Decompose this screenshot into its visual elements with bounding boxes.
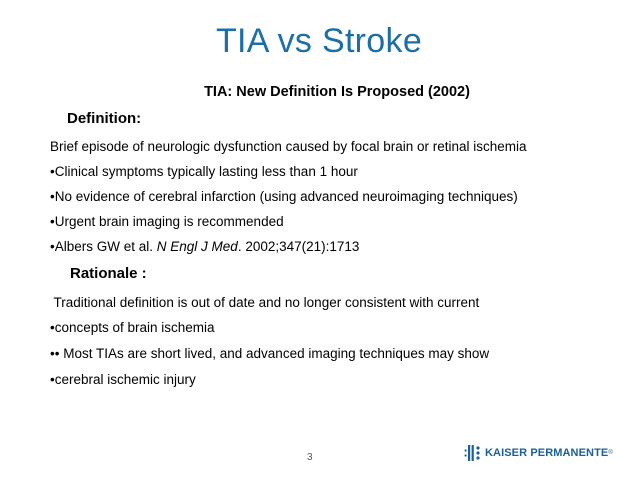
- page-number: 3: [307, 452, 313, 463]
- logo-registered-mark: ®: [608, 450, 613, 456]
- logo-text: KAISER PERMANENTE: [485, 447, 609, 459]
- rationale-bullet: •cerebral ischemic injury: [50, 372, 196, 387]
- definition-bullet: •No evidence of cerebral infarction (using advanced neuroimaging techniques): [50, 189, 518, 204]
- citation-details: . 2002;347(21):1713: [237, 239, 360, 254]
- kaiser-permanente-icon: [464, 444, 482, 462]
- slide-subtitle: TIA: New Definition Is Proposed (2002): [204, 84, 470, 100]
- rationale-bullet: •concepts of brain ischemia: [50, 320, 215, 335]
- definition-bullet: •Urgent brain imaging is recommended: [50, 214, 284, 229]
- kaiser-permanente-logo: [464, 442, 613, 464]
- slide-title: TIA vs Stroke: [215, 22, 423, 60]
- rationale-line: Traditional definition is out of date and no longer consistent with current: [50, 295, 480, 310]
- definition-heading: Definition:: [67, 110, 142, 127]
- citation-journal: N Engl J Med: [156, 239, 238, 254]
- definition-bullet: •Clinical symptoms typically lasting less than 1 hour: [50, 164, 358, 179]
- citation-line: [50, 239, 359, 254]
- definition-line: Brief episode of neurologic dysfunction caused by focal brain or retinal ischemia: [50, 139, 527, 154]
- citation-authors: •Albers GW et al.: [50, 239, 157, 254]
- rationale-bullet: •• Most TIAs are short lived, and advanced imaging techniques may show: [50, 346, 490, 361]
- rationale-heading: Rationale :: [70, 265, 147, 282]
